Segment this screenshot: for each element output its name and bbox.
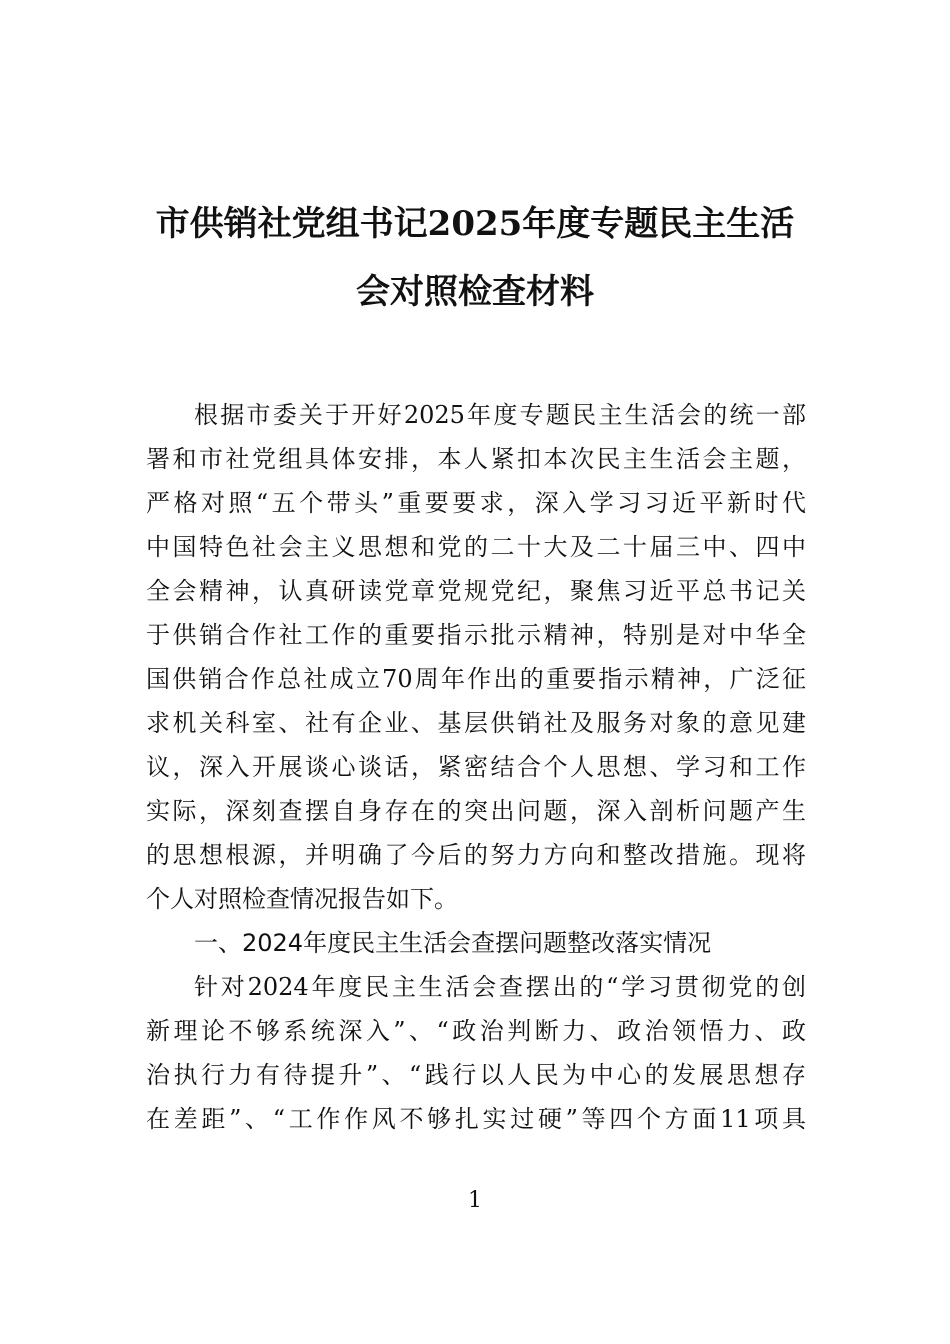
body-paragraph-line: 署和市社党组具体安排，本人紧扣本次民主生活会主题， (146, 445, 806, 473)
section-heading: 一、2024年度民主生活会查摆问题整改落实情况 (194, 929, 712, 957)
body-paragraph-line: 求机关科室、社有企业、基层供销社及服务对象的意见建 (146, 709, 806, 737)
page-number: 1 (468, 1188, 482, 1213)
body-paragraph-line: 实际，深刻查摆自身存在的突出问题，深入剖析问题产生 (146, 797, 806, 825)
body-paragraph-line: 根据市委关于开好2025年度专题民主生活会的统一部 (194, 401, 806, 429)
body-paragraph-line: 于供销合作社工作的重要指示批示精神，特别是对中华全 (146, 621, 806, 649)
body-paragraph-line: 议，深入开展谈心谈话，紧密结合个人思想、学习和工作 (146, 753, 806, 781)
section-paragraph-line: 针对2024年度民主生活会查摆出的“学习贯彻党的创 (194, 973, 806, 1001)
body-paragraph-line: 个人对照检查情况报告如下。 (146, 885, 458, 913)
document-title-line-2: 会对照检查材料 (356, 272, 594, 312)
body-paragraph-line: 全会精神，认真研读党章党规党纪，聚焦习近平总书记关 (146, 577, 806, 605)
document-title-line-1: 市供销社党组书记2025年度专题民主生活 (155, 204, 795, 244)
body-paragraph-line: 严格对照“五个带头”重要要求，深入学习习近平新时代 (146, 489, 806, 517)
body-paragraph-line: 中国特色社会主义思想和党的二十大及二十届三中、四中 (146, 533, 806, 561)
section-paragraph-line: 在差距”、“工作作风不够扎实过硬”等四个方面11项具 (146, 1105, 806, 1133)
section-paragraph-line: 新理论不够系统深入”、“政治判断力、政治领悟力、政 (146, 1017, 806, 1045)
section-paragraph-line: 治执行力有待提升”、“践行以人民为中心的发展思想存 (146, 1061, 806, 1089)
body-paragraph-line: 国供销合作总社成立70周年作出的重要指示精神，广泛征 (146, 665, 806, 693)
body-paragraph-line: 的思想根源，并明确了今后的努力方向和整改措施。现将 (146, 841, 806, 869)
